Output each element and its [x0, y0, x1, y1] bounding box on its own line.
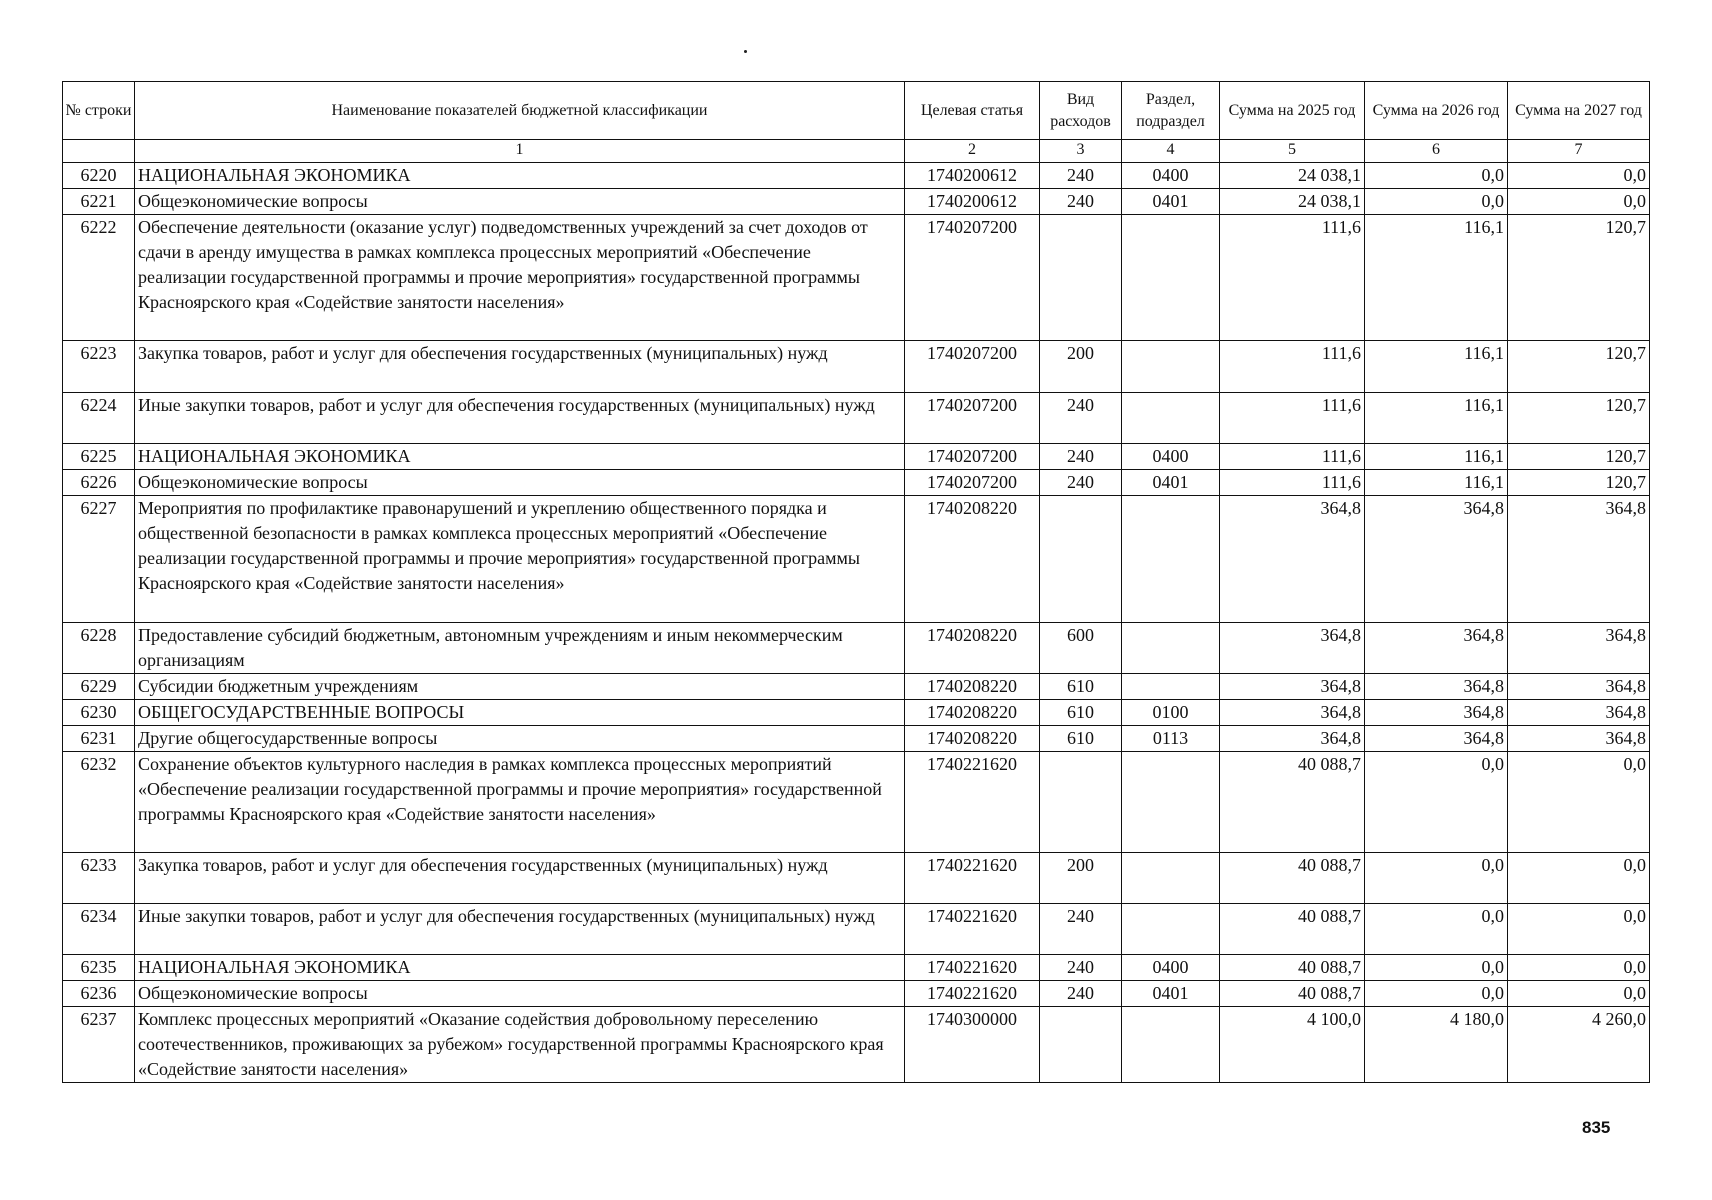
row-sum-2027: 0,0: [1508, 981, 1650, 1007]
row-expense-type: 240: [1040, 955, 1122, 981]
row-sum-2026: 0,0: [1365, 189, 1508, 215]
row-sum-2027: 364,8: [1508, 623, 1650, 674]
row-name: Общеэкономические вопросы: [135, 981, 905, 1007]
row-target: 1740208220: [905, 623, 1040, 674]
row-target: 1740207200: [905, 470, 1040, 496]
row-sum-2025: 364,8: [1220, 674, 1365, 700]
table-row: [63, 726, 1650, 752]
header-sum-2027: Сумма на 2027 год: [1508, 82, 1650, 140]
row-sum-2027: 120,7: [1508, 444, 1650, 470]
table-row: [63, 341, 1650, 393]
row-section: 0400: [1122, 163, 1220, 189]
row-expense-type: 240: [1040, 444, 1122, 470]
row-expense-type: 600: [1040, 623, 1122, 674]
header-expense-type: Вид расходов: [1040, 82, 1122, 140]
budget-table: [62, 81, 1650, 1083]
row-target: 1740208220: [905, 726, 1040, 752]
row-sum-2027: 120,7: [1508, 215, 1650, 341]
row-sum-2026: 364,8: [1365, 496, 1508, 623]
table-row: [63, 1007, 1650, 1083]
table-row: [63, 981, 1650, 1007]
row-sum-2027: 364,8: [1508, 674, 1650, 700]
row-expense-type: [1040, 215, 1122, 341]
row-sum-2026: 116,1: [1365, 470, 1508, 496]
table-row: [63, 163, 1650, 189]
header-sum-2026: Сумма на 2026 год: [1365, 82, 1508, 140]
table-row: [63, 215, 1650, 341]
row-expense-type: 240: [1040, 470, 1122, 496]
table-row: [63, 189, 1650, 215]
row-target: 1740221620: [905, 955, 1040, 981]
row-target: 1740207200: [905, 393, 1040, 444]
row-sum-2026: 116,1: [1365, 215, 1508, 341]
row-section: [1122, 752, 1220, 853]
row-number: 6231: [63, 726, 135, 752]
row-sum-2026: 0,0: [1365, 752, 1508, 853]
row-number: 6234: [63, 904, 135, 955]
row-sum-2027: 0,0: [1508, 752, 1650, 853]
table-row: [63, 904, 1650, 955]
row-sum-2027: 0,0: [1508, 189, 1650, 215]
row-sum-2026: 364,8: [1365, 623, 1508, 674]
row-expense-type: 610: [1040, 700, 1122, 726]
row-number: 6220: [63, 163, 135, 189]
table-row: [63, 955, 1650, 981]
table-body: [63, 163, 1650, 1083]
row-sum-2025: 364,8: [1220, 496, 1365, 623]
row-section: [1122, 623, 1220, 674]
row-number: 6230: [63, 700, 135, 726]
row-name: Сохранение объектов культурного наследия в рамках комплекса процессных мероприятий «Обеспечение реализации государственной программы и прочие мероприятия» государственной программы Красноярского края «Содействие занятости населения»: [135, 752, 905, 853]
row-target: 1740221620: [905, 853, 1040, 904]
row-section: 0400: [1122, 955, 1220, 981]
row-sum-2027: 120,7: [1508, 341, 1650, 393]
column-number: 6: [1365, 140, 1508, 163]
row-expense-type: 240: [1040, 393, 1122, 444]
row-sum-2026: 116,1: [1365, 444, 1508, 470]
row-number: 6227: [63, 496, 135, 623]
row-sum-2025: 4 100,0: [1220, 1007, 1365, 1083]
row-name: НАЦИОНАЛЬНАЯ ЭКОНОМИКА: [135, 163, 905, 189]
row-target: 1740221620: [905, 981, 1040, 1007]
row-expense-type: 610: [1040, 674, 1122, 700]
row-sum-2026: 364,8: [1365, 674, 1508, 700]
row-target: 1740300000: [905, 1007, 1040, 1083]
row-sum-2027: 0,0: [1508, 853, 1650, 904]
row-section: 0100: [1122, 700, 1220, 726]
row-number: 6228: [63, 623, 135, 674]
row-name: Иные закупки товаров, работ и услуг для обеспечения государственных (муниципальных) нужд: [135, 904, 905, 955]
row-sum-2025: 24 038,1: [1220, 189, 1365, 215]
column-number-row: [63, 140, 1650, 163]
row-expense-type: 610: [1040, 726, 1122, 752]
header-target: Целевая статья: [905, 82, 1040, 140]
row-name: Обеспечение деятельности (оказание услуг) подведомственных учреждений за счет доходов от сдачи в аренду имущества в рамках комплекса процессных мероприятий «Обеспечение реализации государственной программы и прочие мероприятия» государственной программы Красноярского края «Содействие занятости населения»: [135, 215, 905, 341]
table-row: [63, 623, 1650, 674]
row-name: Субсидии бюджетным учреждениям: [135, 674, 905, 700]
row-sum-2026: 0,0: [1365, 981, 1508, 1007]
row-sum-2025: 364,8: [1220, 726, 1365, 752]
column-number: 5: [1220, 140, 1365, 163]
row-target: 1740207200: [905, 341, 1040, 393]
row-name: Общеэкономические вопросы: [135, 470, 905, 496]
row-sum-2026: 0,0: [1365, 163, 1508, 189]
row-sum-2026: 364,8: [1365, 726, 1508, 752]
column-number: 1: [135, 140, 905, 163]
row-name: Закупка товаров, работ и услуг для обеспечения государственных (муниципальных) нужд: [135, 853, 905, 904]
row-section: 0401: [1122, 981, 1220, 1007]
row-section: 0401: [1122, 189, 1220, 215]
row-sum-2026: 116,1: [1365, 393, 1508, 444]
row-section: [1122, 341, 1220, 393]
row-name: Иные закупки товаров, работ и услуг для обеспечения государственных (муниципальных) нужд: [135, 393, 905, 444]
row-number: 6226: [63, 470, 135, 496]
row-target: 1740207200: [905, 444, 1040, 470]
row-name: Комплекс процессных мероприятий «Оказание содействия добровольному переселению соотечественников, проживающих за рубежом» государственной программы Красноярского края «Содействие занятости населения»: [135, 1007, 905, 1083]
row-sum-2027: 364,8: [1508, 726, 1650, 752]
row-sum-2027: 364,8: [1508, 700, 1650, 726]
row-sum-2025: 40 088,7: [1220, 752, 1365, 853]
page-number: 835: [1582, 1118, 1611, 1137]
table-row: [63, 444, 1650, 470]
row-section: [1122, 674, 1220, 700]
header-row-no: № строки: [63, 82, 135, 140]
row-number: 6222: [63, 215, 135, 341]
row-sum-2027: 0,0: [1508, 904, 1650, 955]
row-name: Предоставление субсидий бюджетным, автономным учреждениям и иным некоммерческим организациям: [135, 623, 905, 674]
row-name: НАЦИОНАЛЬНАЯ ЭКОНОМИКА: [135, 955, 905, 981]
row-sum-2026: 116,1: [1365, 341, 1508, 393]
row-sum-2025: 40 088,7: [1220, 955, 1365, 981]
row-expense-type: 200: [1040, 341, 1122, 393]
table-row: [63, 700, 1650, 726]
row-name: Общеэкономические вопросы: [135, 189, 905, 215]
row-section: [1122, 496, 1220, 623]
row-sum-2025: 111,6: [1220, 470, 1365, 496]
row-number: 6232: [63, 752, 135, 853]
row-section: [1122, 853, 1220, 904]
row-sum-2026: 4 180,0: [1365, 1007, 1508, 1083]
row-name: Закупка товаров, работ и услуг для обеспечения государственных (муниципальных) нужд: [135, 341, 905, 393]
table-row: [63, 393, 1650, 444]
row-sum-2025: 40 088,7: [1220, 981, 1365, 1007]
row-sum-2025: 111,6: [1220, 341, 1365, 393]
row-number: 6229: [63, 674, 135, 700]
row-number: 6236: [63, 981, 135, 1007]
row-target: 1740208220: [905, 674, 1040, 700]
row-target: 1740208220: [905, 700, 1040, 726]
column-number: 2: [905, 140, 1040, 163]
row-number: 6233: [63, 853, 135, 904]
column-number: 3: [1040, 140, 1122, 163]
row-sum-2026: 0,0: [1365, 955, 1508, 981]
row-sum-2025: 364,8: [1220, 623, 1365, 674]
row-sum-2027: 120,7: [1508, 470, 1650, 496]
row-name: ОБЩЕГОСУДАРСТВЕННЫЕ ВОПРОСЫ: [135, 700, 905, 726]
row-expense-type: [1040, 1007, 1122, 1083]
row-target: 1740200612: [905, 163, 1040, 189]
row-number: 6221: [63, 189, 135, 215]
row-name: НАЦИОНАЛЬНАЯ ЭКОНОМИКА: [135, 444, 905, 470]
table-row: [63, 470, 1650, 496]
row-sum-2025: 364,8: [1220, 700, 1365, 726]
row-sum-2027: 0,0: [1508, 955, 1650, 981]
row-name: Другие общегосударственные вопросы: [135, 726, 905, 752]
table-row: [63, 496, 1650, 623]
row-sum-2027: 4 260,0: [1508, 1007, 1650, 1083]
row-section: [1122, 215, 1220, 341]
row-sum-2025: 40 088,7: [1220, 853, 1365, 904]
row-section: [1122, 904, 1220, 955]
row-sum-2025: 111,6: [1220, 444, 1365, 470]
scan-speck: [744, 50, 747, 53]
row-expense-type: 200: [1040, 853, 1122, 904]
table-header-row: [63, 82, 1650, 140]
column-number: [63, 140, 135, 163]
row-target: 1740200612: [905, 189, 1040, 215]
row-sum-2025: 111,6: [1220, 393, 1365, 444]
header-name: Наименование показателей бюджетной классификации: [135, 82, 905, 140]
table-row: [63, 853, 1650, 904]
row-target: 1740221620: [905, 752, 1040, 853]
row-expense-type: 240: [1040, 189, 1122, 215]
row-number: 6223: [63, 341, 135, 393]
row-section: [1122, 393, 1220, 444]
row-sum-2025: 40 088,7: [1220, 904, 1365, 955]
row-number: 6225: [63, 444, 135, 470]
row-number: 6237: [63, 1007, 135, 1083]
row-target: 1740208220: [905, 496, 1040, 623]
row-number: 6224: [63, 393, 135, 444]
row-section: 0400: [1122, 444, 1220, 470]
row-sum-2026: 364,8: [1365, 700, 1508, 726]
table-row: [63, 752, 1650, 853]
row-number: 6235: [63, 955, 135, 981]
header-sum-2025: Сумма на 2025 год: [1220, 82, 1365, 140]
row-name: Мероприятия по профилактике правонарушений и укреплению общественного порядка и общественной безопасности в рамках комплекса процессных мероприятий «Обеспечение реализации государственной программы и прочие мероприятия» государственной программы Красноярского края «Содействие занятости населения»: [135, 496, 905, 623]
row-sum-2026: 0,0: [1365, 904, 1508, 955]
row-sum-2027: 120,7: [1508, 393, 1650, 444]
table-row: [63, 674, 1650, 700]
row-sum-2027: 364,8: [1508, 496, 1650, 623]
row-sum-2025: 111,6: [1220, 215, 1365, 341]
row-section: [1122, 1007, 1220, 1083]
row-section: 0113: [1122, 726, 1220, 752]
row-section: 0401: [1122, 470, 1220, 496]
row-target: 1740207200: [905, 215, 1040, 341]
row-sum-2027: 0,0: [1508, 163, 1650, 189]
row-expense-type: 240: [1040, 981, 1122, 1007]
row-sum-2025: 24 038,1: [1220, 163, 1365, 189]
column-number: 7: [1508, 140, 1650, 163]
header-section: Раздел, подраздел: [1122, 82, 1220, 140]
column-number: 4: [1122, 140, 1220, 163]
row-expense-type: [1040, 496, 1122, 623]
row-expense-type: 240: [1040, 163, 1122, 189]
row-expense-type: [1040, 752, 1122, 853]
row-target: 1740221620: [905, 904, 1040, 955]
row-expense-type: 240: [1040, 904, 1122, 955]
row-sum-2026: 0,0: [1365, 853, 1508, 904]
